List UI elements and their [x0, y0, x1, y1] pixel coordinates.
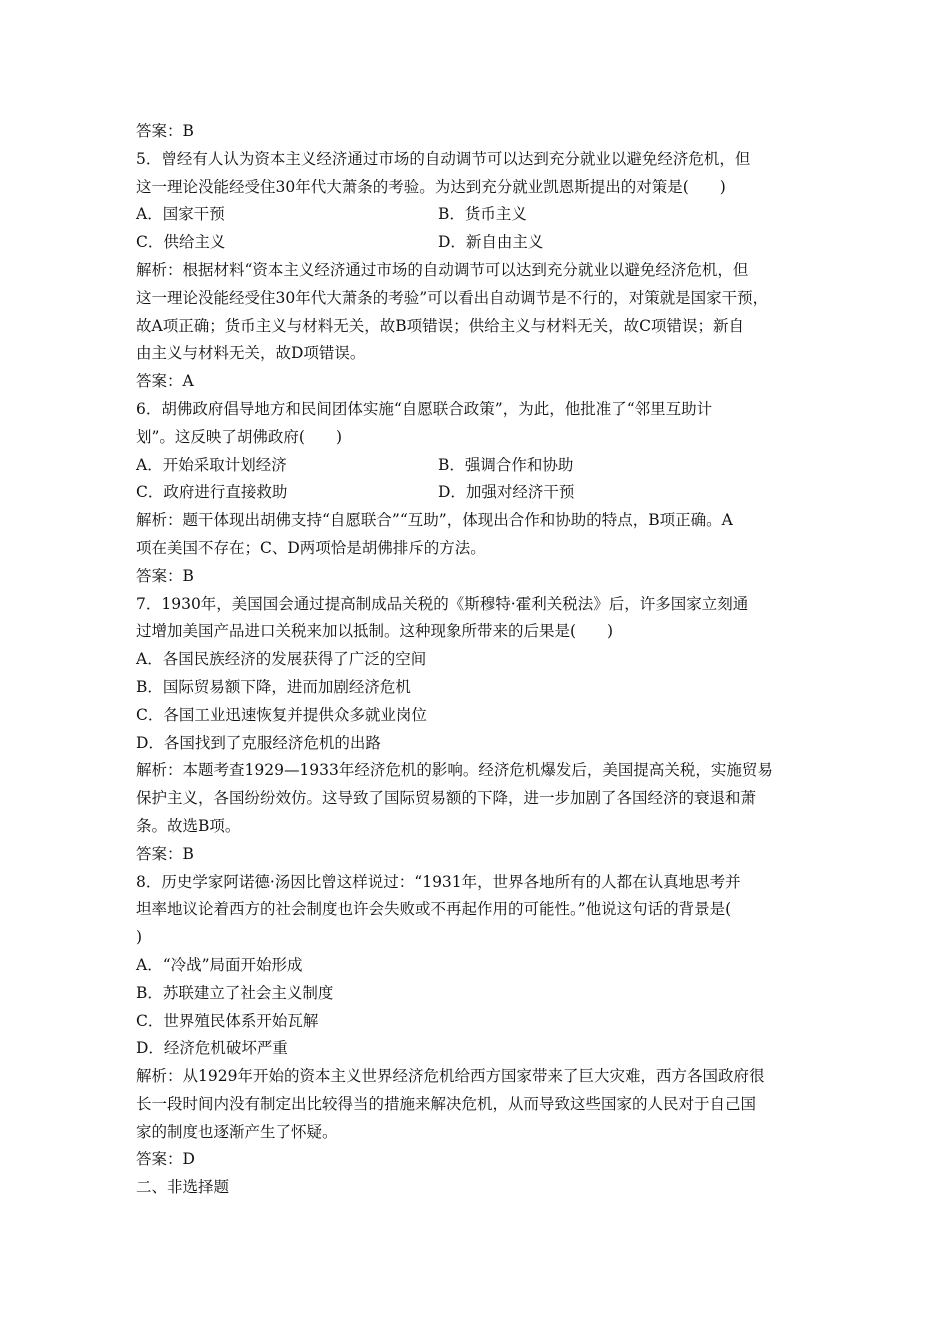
option-c: C．世界殖民体系开始瓦解: [136, 1011, 319, 1030]
analysis-line: 故A项正确；货币主义与材料无关，故B项错误；供给主义与材料无关，故C项错误；新自: [136, 316, 744, 335]
question-stem-line: 过增加美国产品进口关税来加以抵制。这种现象所带来的后果是( ): [136, 622, 614, 641]
option-d: D．加强对经济干预: [438, 483, 575, 502]
question-stem-line: 坦率地议论着西方的社会制度也许会失败或不再起作用的可能性。”他说这句话的背景是(: [136, 900, 732, 919]
analysis-line: 家的制度也逐渐产生了怀疑。: [136, 1122, 338, 1141]
question-stem-line: 这一理论没能经受住30年代大萧条的考验。为达到充分就业凯恩斯提出的对策是( ): [136, 177, 726, 196]
question-stem-line: 划”。这反映了胡佛政府( ): [136, 427, 343, 446]
question-stem-line: ): [136, 928, 143, 947]
option-d: D．经济危机破坏严重: [136, 1039, 288, 1058]
analysis-line: 长一段时间内没有制定出比较得当的措施来解决危机，从而导致这些国家的人民对于自己国: [136, 1094, 757, 1113]
option-c: C．供给主义: [136, 233, 226, 252]
answer-line: 答案：A: [136, 372, 194, 391]
analysis-line: 解析：本题考查1929—1933年经济危机的影响。经济危机爆发后，美国提高关税，实施贸易: [136, 761, 773, 780]
analysis-line: 保护主义，各国纷纷效仿。这导致了国际贸易额的下降，进一步加剧了各国经济的衰退和萧: [136, 789, 757, 808]
question-5: [136, 146, 816, 396]
option-b: B．强调合作和协助: [438, 455, 574, 474]
options-row: [136, 479, 816, 507]
analysis-line: 解析：根据材料“资本主义经济通过市场的自动调节可以达到充分就业以避免经济危机，但: [136, 260, 749, 279]
option-c: C．政府进行直接救助: [136, 483, 288, 502]
question-stem-line: 8．历史学家阿诺德·汤因比曾这样说过：“1931年，世界各地所有的人都在认真地思考并: [136, 872, 741, 891]
option-a: A．开始采取计划经济: [136, 455, 287, 474]
answer-line: 答案：D: [136, 1150, 195, 1169]
analysis-line: 条。故选B项。: [136, 816, 241, 835]
analysis-line: 解析：题干体现出胡佛支持“自愿联合”“互助”，体现出合作和协助的特点，B项正确。A: [136, 511, 733, 530]
answer-line: 答案：B: [136, 122, 194, 140]
option-b: B．苏联建立了社会主义制度: [136, 983, 334, 1002]
option-a: A．国家干预: [136, 205, 225, 224]
option-b: B．国际贸易额下降，进而加剧经济危机: [136, 677, 411, 696]
option-d: D．各国找到了克服经济危机的出路: [136, 733, 381, 752]
option-a: A．各国民族经济的发展获得了广泛的空间: [136, 650, 427, 669]
question-stem-line: 6．胡佛政府倡导地方和民间团体实施“自愿联合政策”，为此，他批准了“邻里互助计: [136, 399, 713, 418]
question-6: [136, 396, 816, 591]
document-page: [136, 118, 816, 1202]
option-c: C．各国工业迅速恢复并提供众多就业岗位: [136, 705, 427, 724]
analysis-line: 由主义与材料无关，故D项错误。: [136, 344, 366, 363]
options-row: [136, 452, 816, 480]
question-8: [136, 869, 816, 1175]
option-a: A．“冷战”局面开始形成: [136, 955, 303, 974]
question-stem-line: 7．1930年，美国国会通过提高制成品关税的《斯穆特·霍利关税法》后，许多国家立刻通: [136, 594, 749, 613]
answer-line: 答案：B: [136, 844, 194, 863]
section-heading: 二、非选择题: [136, 1178, 230, 1197]
option-d: D．新自由主义: [438, 233, 544, 252]
options-row: [136, 201, 816, 229]
analysis-line: 项在美国不存在；C、D两项恰是胡佛排斥的方法。: [136, 538, 486, 557]
option-b: B．货币主义: [438, 205, 527, 224]
question-7: [136, 591, 816, 869]
answer-line: 答案：B: [136, 566, 194, 585]
question-stem-line: 5．曾经有人认为资本主义经济通过市场的自动调节可以达到充分就业以避免经济危机，但: [136, 149, 751, 168]
analysis-line: 这一理论没能经受住30年代大萧条的考验”可以看出自动调节是不行的，对策就是国家干预，: [136, 288, 769, 307]
options-row: [136, 229, 816, 257]
analysis-line: 解析：从1929年开始的资本主义世界经济危机给西方国家带来了巨大灾难，西方各国政府很: [136, 1067, 765, 1086]
